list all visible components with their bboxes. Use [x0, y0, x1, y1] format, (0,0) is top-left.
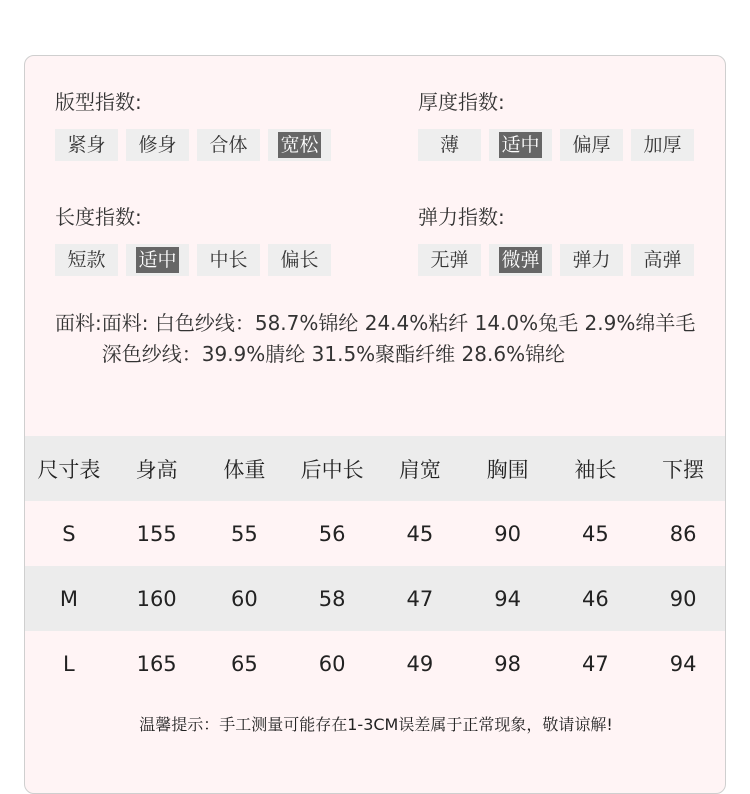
elasticity-option-label: 微弹 — [501, 249, 540, 271]
table-cell: M — [59, 586, 78, 611]
table-cell: 58 — [318, 586, 346, 611]
thickness-option-label: 偏厚 — [572, 134, 611, 156]
table-cell: 86 — [669, 521, 697, 546]
table-cell: 56 — [318, 521, 346, 546]
elasticity-option-label: 弹力 — [572, 249, 611, 271]
elasticity-index-title: 弹力指数: — [418, 205, 505, 229]
elasticity-index-options — [418, 244, 694, 276]
thickness-option — [560, 129, 623, 161]
length-index-options — [55, 244, 331, 276]
measurement-tip: 温馨提示：手工测量可能存在1-3CM误差属于正常现象，敬请谅解! — [139, 715, 613, 734]
thickness-option-label: 加厚 — [643, 134, 682, 156]
length-index — [55, 203, 331, 276]
thickness-option-label: 适中 — [501, 134, 540, 156]
fit-option-label: 合体 — [209, 134, 248, 156]
header-cell: 下摆 — [662, 457, 705, 482]
length-option — [55, 244, 118, 276]
length-option-label: 短款 — [67, 249, 106, 271]
header-cell: 体重 — [223, 457, 266, 482]
table-cell: 98 — [494, 651, 521, 676]
elasticity-option-label: 高弹 — [643, 249, 682, 271]
thickness-option — [418, 129, 481, 161]
elasticity-option-label: 无弹 — [430, 249, 469, 271]
elasticity-option — [631, 244, 694, 276]
fabric-info — [55, 308, 705, 370]
header-cell: 尺寸表 — [37, 457, 101, 482]
length-option — [268, 244, 331, 276]
length-option — [126, 244, 189, 276]
fit-option — [126, 129, 189, 161]
table-cell: 155 — [136, 521, 177, 546]
table-cell: 55 — [231, 521, 258, 546]
elasticity-option — [560, 244, 623, 276]
fit-option-label: 修身 — [138, 134, 177, 156]
fit-index-title: 版型指数: — [55, 90, 142, 114]
thickness-index-title: 厚度指数: — [418, 90, 505, 114]
fit-option — [55, 129, 118, 161]
elasticity-option — [489, 244, 552, 276]
table-row — [25, 566, 726, 631]
length-option-label: 适中 — [138, 249, 177, 271]
table-cell: 165 — [136, 651, 177, 676]
fabric-composition: 面料: 白色纱线：58.7%锦纶 24.4%粘纤 14.0%兔毛 2.9%绵羊毛 深色纱线：39.9%腈纶 31.5%聚酯纤维 28.6%锦纶 — [101, 311, 696, 366]
header-cell: 肩宽 — [398, 457, 441, 482]
table-cell: 49 — [406, 651, 434, 676]
table-cell: 45 — [406, 521, 434, 546]
table-cell: 90 — [494, 521, 521, 546]
fit-option-label: 紧身 — [67, 134, 106, 156]
table-cell: 60 — [231, 586, 258, 611]
length-option-label: 偏长 — [280, 249, 319, 271]
size-info-card — [24, 55, 726, 794]
fit-index-options — [55, 129, 331, 161]
header-cell: 后中长 — [300, 457, 364, 482]
table-cell: 94 — [494, 586, 521, 611]
table-row — [25, 501, 726, 566]
fit-index — [55, 88, 331, 161]
header-cell: 胸围 — [486, 457, 529, 482]
table-cell: 46 — [582, 586, 609, 611]
table-cell: 47 — [582, 651, 609, 676]
header-cell: 袖长 — [574, 457, 617, 482]
elasticity-option — [418, 244, 481, 276]
table-cell: S — [62, 521, 76, 546]
table-cell: 90 — [669, 586, 697, 611]
table-cell: L — [63, 651, 75, 676]
thickness-index — [418, 88, 694, 161]
table-cell: 47 — [406, 586, 434, 611]
table-cell: 65 — [231, 651, 258, 676]
table-cell: 160 — [136, 586, 177, 611]
header-cell: 身高 — [135, 457, 178, 482]
table-cell: 45 — [582, 521, 609, 546]
table-cell: 94 — [669, 651, 697, 676]
size-table-header-row — [25, 436, 726, 501]
table-row — [25, 631, 726, 696]
fit-option-label: 宽松 — [280, 134, 319, 156]
size-table — [25, 436, 726, 696]
fabric-label: 面料: — [55, 311, 102, 335]
fit-option — [268, 129, 331, 161]
fit-option — [197, 129, 260, 161]
thickness-index-options — [418, 129, 694, 161]
elasticity-index — [418, 203, 694, 276]
table-cell: 60 — [318, 651, 346, 676]
thickness-option — [489, 129, 552, 161]
length-option — [197, 244, 260, 276]
thickness-option-label: 薄 — [439, 134, 459, 156]
thickness-option — [631, 129, 694, 161]
length-option-label: 中长 — [209, 249, 248, 271]
length-index-title: 长度指数: — [55, 205, 142, 229]
